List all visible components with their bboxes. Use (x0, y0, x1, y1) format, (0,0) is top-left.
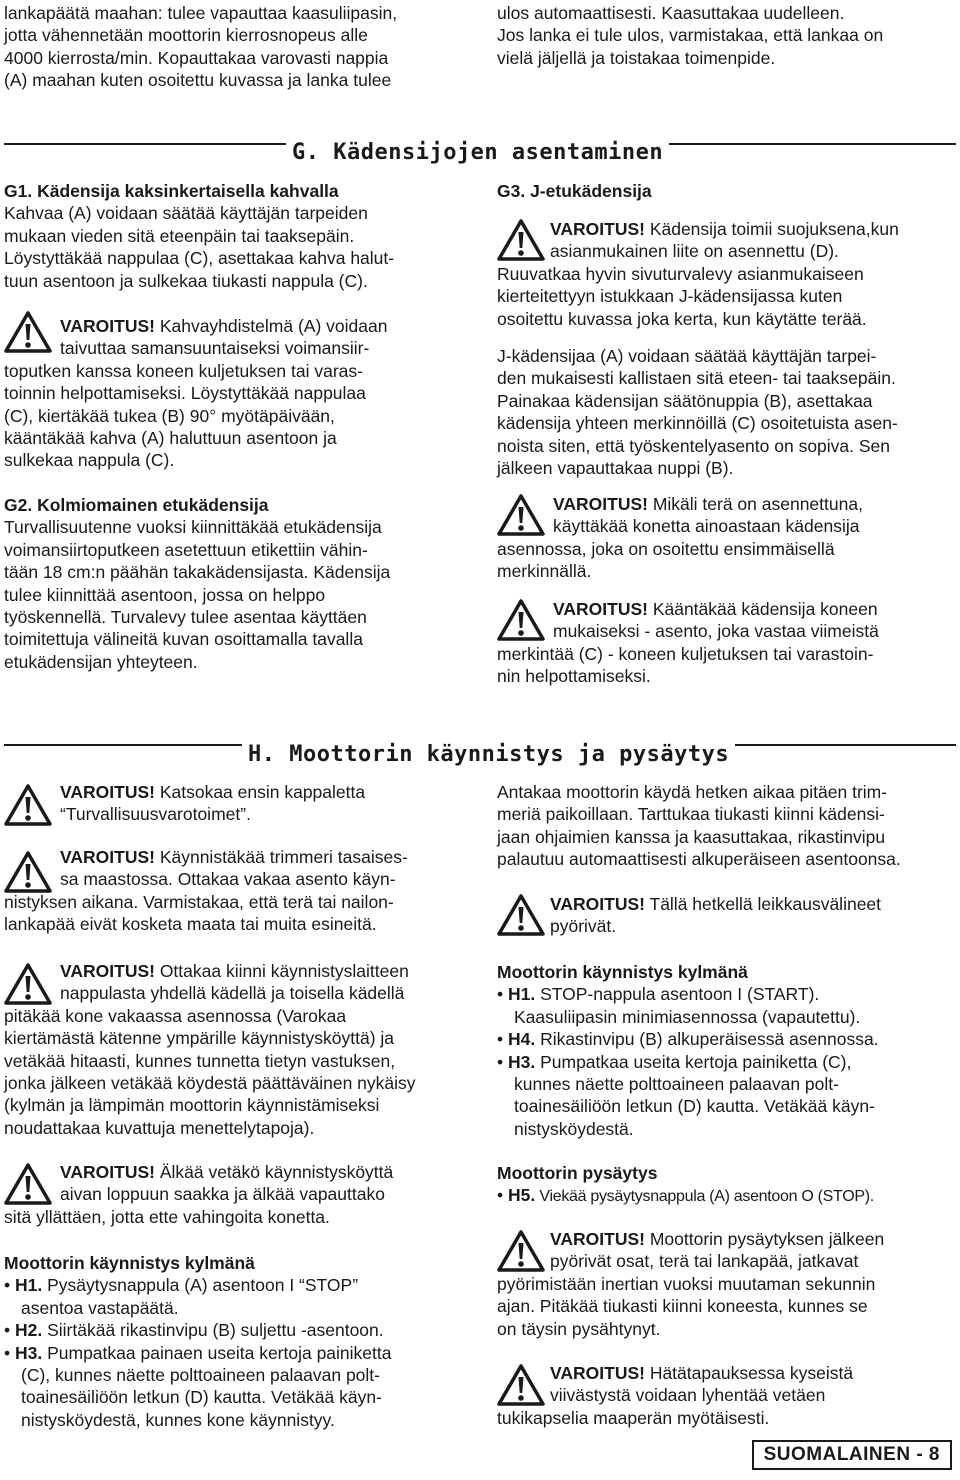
step-continuation: (C), kunnes näette polttoaineen palaavan polt- (21, 1365, 380, 1386)
h-left-warning-3 (4, 960, 416, 1139)
warning-label: VAROITUS! (60, 1162, 155, 1182)
warning-text: Kääntäkää kädensija koneen (647, 599, 878, 619)
step-item: • H2. Siirtäkää rikastinvipu (B) suljettu -asentoon. (4, 1320, 384, 1341)
h-left-warning-1 (4, 781, 365, 826)
warning-label: VAROITUS! (550, 219, 645, 239)
text-line: den mukaisesti kallistaen sitä eteen- tai taaksepäin. (497, 368, 896, 389)
text-line: nappulasta yhdellä kädellä ja toisella kädellä (60, 983, 405, 1004)
text-line: Painakaa kädensijan säätönuppia (B), asettakaa (497, 390, 873, 411)
h-right-steps (497, 983, 879, 1140)
h-right-stop (497, 1162, 874, 1209)
text-line: vielä jäljellä ja toistakaa toimenpide. (497, 47, 776, 68)
g1-text (4, 202, 394, 292)
text-line: sulkekaa nappula (C). (4, 450, 175, 471)
h-left-cold-heading: Moottorin käynnistys kylmänä (4, 1253, 255, 1273)
warning-label: VAROITUS! (60, 847, 155, 867)
warning-text: Katsokaa ensin kappaletta (154, 782, 366, 802)
top-right-paragraph (497, 2, 883, 69)
step-item: • H4. Rikastinvipu (B) alkuperäisessä asennossa. (497, 1029, 879, 1050)
warning-text: Tällä hetkellä leikkausvälineet (644, 894, 882, 914)
g3-warning-2 (497, 493, 863, 583)
text-line: asianmukainen liite on asennettu (D). (550, 241, 839, 262)
h-left-cold-start (4, 1252, 392, 1431)
warning-text: Älkää vetäkö käynnistysköyttä (154, 1162, 394, 1182)
text-line: kädensija yhteen merkinnöillä (C) osoitetuista asen- (497, 413, 898, 434)
h-right-warning-5 (497, 893, 881, 938)
stop-step: • H5. Viekää pysäytysnappula (A) asentoon O (STOP). (497, 1185, 874, 1206)
text-line: tulee kiinnittää asentoon, jossa on helppo (4, 584, 326, 605)
g3-heading: G3. J-etukädensija (497, 181, 652, 201)
text-line: Antakaa moottorin käydä hetken aikaa pitäen trim- (497, 782, 888, 802)
step-item: • H1. STOP-nappula asentoon I (START). (497, 984, 820, 1005)
warning-label: VAROITUS! (550, 1229, 645, 1249)
text-line: sa maastossa. Ottakaa vakaa asento käyn- (60, 869, 396, 890)
text-line: Turvallisuutenne vuoksi kiinnittäkää etukädensija (4, 517, 382, 538)
warning-text: Kahvayhdistelmä (A) voidaan (154, 316, 388, 336)
text-line: on täysin pysähtynyt. (497, 1318, 661, 1339)
h-right-warning-6 (497, 1228, 884, 1340)
text-line: jaan ohjaimien kanssa ja kaasuttakaa, rikastinvipu (497, 826, 886, 847)
text-line: vetäkää hitaasti, kunnes tunnetta tietyn vastuksen, (4, 1050, 396, 1071)
text-line: toinnin helpottamiseksi. Löystyttäkää nappulaa (4, 383, 366, 404)
text-line: etukädensijan yhteyteen. (4, 651, 198, 672)
step-item: • H3. Pumpatkaa useita kertoja painiketta (C), (497, 1051, 852, 1072)
warning-text: Hätätapauksessa kyseistä (644, 1363, 854, 1383)
warning-label: VAROITUS! (550, 894, 645, 914)
g1-warning-rest (4, 337, 387, 471)
section-g-title: G. Kädensijojen asentaminen (286, 140, 669, 165)
text-line: noista siten, että työskentelyasento on sopiva. Sen (497, 435, 891, 456)
text-line: ulos automaattisesti. Kaasuttakaa uudelleen. (497, 3, 845, 23)
step-continuation: kunnes näette polttoaineen palaavan polt- (514, 1074, 839, 1095)
h-right-warning-7-rest (497, 1384, 853, 1429)
text-line: mukaiseksi - asento, joka vastaa viimeistä (553, 621, 879, 642)
h-right-stop-heading: Moottorin pysäytys (497, 1163, 658, 1183)
warning-text: Käynnistäkää trimmeri tasaises- (154, 847, 408, 867)
step-continuation: toainesäiliöön letkun (D) kautta. Vetäkää käyn- (514, 1096, 875, 1117)
text-line: pyörimistään inertian vuoksi muutaman sekunnin (497, 1273, 876, 1294)
warning-label: VAROITUS! (553, 599, 648, 619)
text-line: sitä yllättäen, jotta ette vahingoita konetta. (4, 1206, 330, 1227)
text-line: taivuttaa samansuuntaiseksi voimansiir- (60, 338, 370, 359)
g3-warning-3-rest (497, 620, 879, 687)
warning-label: VAROITUS! (550, 1363, 645, 1383)
text-line: voimansiirtoputkeen asetettuun etikettiin vähin- (4, 539, 368, 560)
g1-warning (4, 315, 387, 472)
text-line: mukaan vieden sitä eteenpäin tai taaksepäin. (4, 225, 355, 246)
h-right-text (497, 781, 901, 871)
text-line: jonka jälkeen vetäkää köydestä päättäväinen nykäisy (4, 1073, 416, 1094)
warning-label: VAROITUS! (60, 782, 155, 802)
step-continuation: asentoa vastapäätä. (21, 1297, 179, 1318)
h-right-cold-start (497, 961, 879, 1140)
g3-text (497, 345, 898, 479)
text-line: nistyksen aikana. Varmistakaa, että terä tai nailon- (4, 891, 394, 912)
text-line: Jos lanka ei tule ulos, varmistakaa, että lankaa on (497, 25, 884, 46)
h-right-cold-heading: Moottorin käynnistys kylmänä (497, 962, 748, 982)
text-line: jotta vähennetään moottorin kierrosnopeus alle (4, 25, 368, 46)
g3-warning-1-rest (497, 240, 899, 330)
text-line: tään 18 cm:n päähän takakädensijasta. Kädensija (4, 562, 391, 583)
text-line: (kylmän ja lämpimän moottorin käynnistämiseksi (4, 1095, 380, 1116)
step-item: • H3. Pumpatkaa painaen useita kertoja painiketta (4, 1342, 392, 1363)
warning-label: VAROITUS! (60, 316, 155, 336)
warning-text: Moottorin pysäytyksen jälkeen (644, 1229, 885, 1249)
text-line: toputken kanssa koneen kuljetuksen tai varas- (4, 360, 363, 381)
h-left-warning-4-rest (4, 1183, 393, 1228)
text-line: “Turvallisuusvarotoimet”. (60, 804, 251, 825)
text-line: 4000 kierrosta/min. Kopauttakaa varovasti nappia (4, 47, 389, 68)
warning-text: Ottakaa kiinni käynnistyslaitteen (154, 961, 409, 981)
g2-text (4, 516, 390, 673)
text-line: J-kädensijaa (A) voidaan säätää käyttäjän tarpei- (497, 346, 877, 366)
h-left-warning-1-rest (4, 803, 365, 825)
step-item: • H1. Pysäytysnappula (A) asentoon I “STOP” (4, 1275, 359, 1296)
text-line: jälkeen vapauttakaa nuppi (B). (497, 458, 734, 479)
warning-label: VAROITUS! (553, 494, 648, 514)
h-right-warning-7 (497, 1362, 853, 1429)
g3-block (497, 180, 652, 202)
text-line: Ruuvatkaa hyvin sivuturvalevy asianmukaiseen (497, 263, 864, 284)
step-continuation: Kaasuliipasin minimiasennossa (vapautettu). (514, 1006, 861, 1027)
text-line: merkintää (C) - koneen kuljetuksen tai varastoin- (497, 643, 874, 664)
text-line: kierteitettyyn istukkaan J-kädensijassa kuten (497, 286, 843, 307)
text-line: asennossa, joka on osoitettu ensimmäisellä (497, 538, 835, 559)
g3-warning-2-rest (497, 515, 863, 582)
text-line: Löystyttäkää nappulaa (C), asettakaa kahva halut- (4, 248, 395, 269)
text-line: Kahvaa (A) voidaan säätää käyttäjän tarpeiden (4, 203, 368, 224)
text-line: käyttäkää konetta ainoastaan kädensija (553, 516, 860, 537)
h-right-warning-5-rest (497, 915, 881, 937)
text-line: tuun asentoon ja sulkekaa tiukasti nappula (C). (4, 270, 368, 291)
g1-heading: G1. Kädensija kaksinkertaisella kahvalla (4, 181, 339, 201)
warning-text: Kädensija toimii suojuksena,kun (644, 219, 899, 239)
h-left-steps (4, 1274, 392, 1431)
page-footer: SUOMALAINEN - 8 (752, 1440, 952, 1470)
text-line: (A) maahan kuten osoitettu kuvassa ja lanka tulee (4, 70, 392, 91)
g2-heading: G2. Kolmiomainen etukädensija (4, 495, 269, 515)
top-left-paragraph (4, 2, 397, 92)
text-line: palautuu automaattisesti alkuperäiseen asentoonsa. (497, 849, 901, 870)
text-line: (C), kiertäkää tukea (B) 90° myötäpäivään, (4, 405, 335, 426)
text-line: merkinnällä. (497, 561, 592, 582)
text-line: osoitettu kuvassa joka kerta, kun käytätte terää. (497, 308, 867, 329)
h-left-warning-3-rest (4, 982, 416, 1139)
g2-block (4, 494, 390, 673)
section-h-title: H. Moottorin käynnistys ja pysäytys (242, 742, 735, 767)
text-line: viivästystä voidaan lyhentää vetäen (550, 1385, 826, 1406)
text-line: lankapää eivät kosketa maata tai muita esineitä. (4, 914, 377, 935)
warning-label: VAROITUS! (60, 961, 155, 981)
text-line: pyörivät. (550, 916, 617, 937)
text-line: pyörivät osat, terä tai lankapää, jatkavat (550, 1251, 859, 1272)
text-line: noudattakaa kuvattuja menettelytapoja). (4, 1117, 315, 1138)
step-continuation: nistysköydestä, kunnes kone käynnistyy. (21, 1409, 335, 1430)
text-line: ajan. Pitäkää tiukasti kiinni koneesta, kunnes se (497, 1296, 868, 1317)
g3-warning-1 (497, 218, 899, 330)
step-continuation: toainesäiliöön letkun (D) kautta. Vetäkää käyn- (21, 1387, 382, 1408)
text-line: meriä paikoillaan. Tarttukaa tiukasti kiinni kädensi- (497, 804, 885, 825)
text-line: tukikapselia maaperän myötäisesti. (497, 1407, 770, 1428)
h-right-warning-6-rest (497, 1250, 884, 1340)
text-line: kiertämästä kätenne ympärille käynnistysköyttä) ja (4, 1028, 395, 1049)
text-line: työskennellä. Turvalevy tulee asentaa käyttäen (4, 607, 367, 628)
g1-block (4, 180, 394, 292)
text-line: toimitettuja välineitä kuvan osoittamalla tavalla (4, 629, 363, 650)
g3-warning-3 (497, 598, 879, 688)
h-left-warning-2-rest (4, 868, 408, 935)
text-line: nin helpottamiseksi. (497, 666, 651, 687)
text-line: aivan loppuun saakka ja älkää vapauttako (60, 1184, 385, 1205)
text-line: kääntäkää kahva (A) haluttuun asentoon ja (4, 428, 337, 449)
h-left-warning-2 (4, 846, 408, 936)
step-continuation: nistysköydestä. (514, 1118, 634, 1139)
text-line: lankapäätä maahan: tulee vapauttaa kaasuliipasin, (4, 3, 398, 23)
h-left-warning-4 (4, 1161, 393, 1228)
warning-text: Mikäli terä on asennettuna, (647, 494, 863, 514)
text-line: pitäkää kone vakaassa asennossa (Varokaa (4, 1005, 347, 1026)
